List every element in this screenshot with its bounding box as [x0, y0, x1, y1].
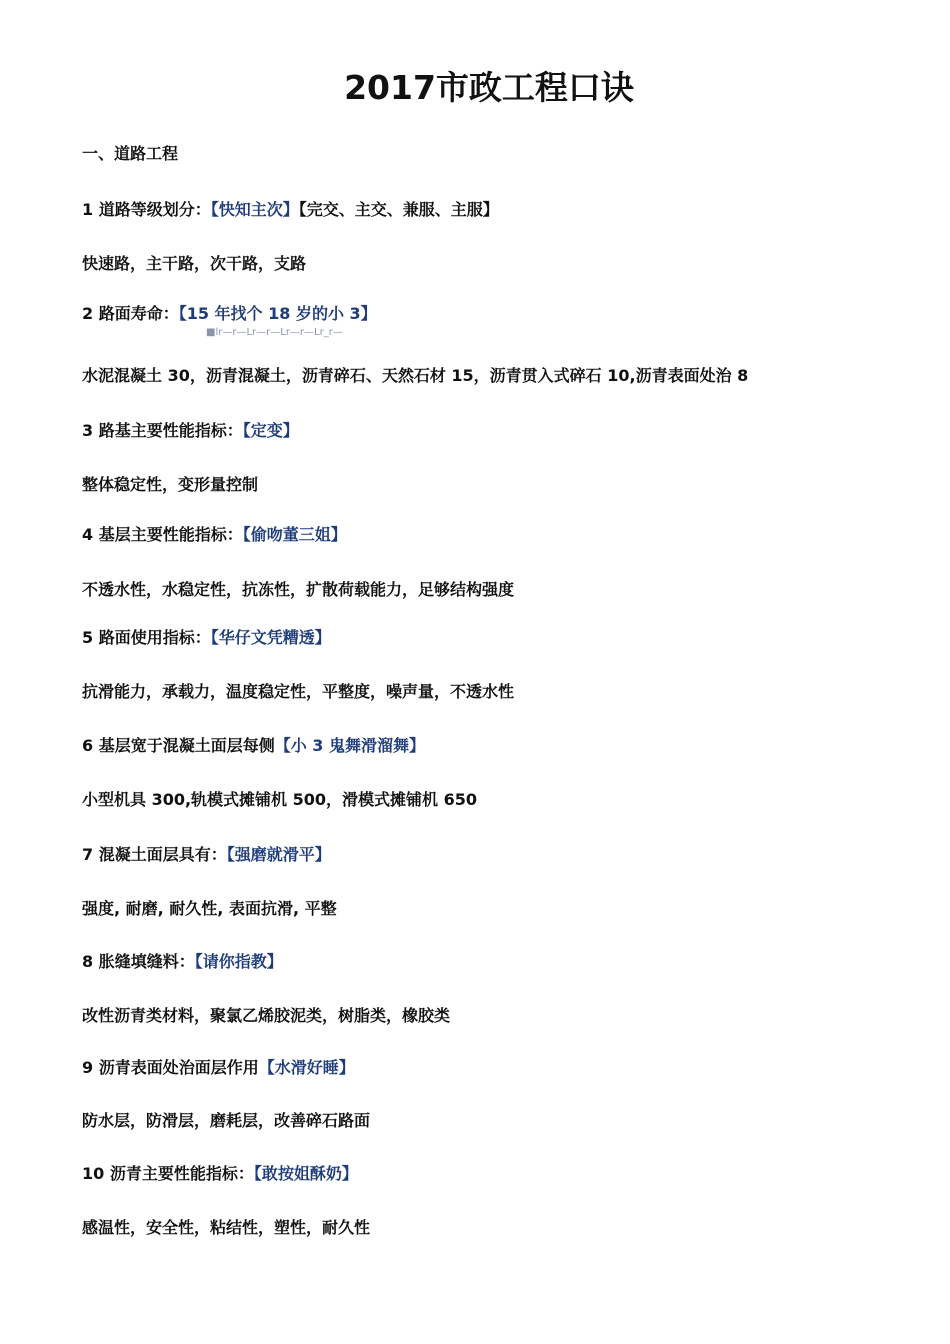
- answer-line: 强度, 耐磨, 耐久性, 表面抗滑, 平整: [82, 899, 337, 918]
- answer-line: 抗滑能力，承载力，温度稳定性，平整度，噪声量，不透水性: [82, 682, 515, 701]
- question-line: [82, 735, 425, 757]
- question-line: [82, 1057, 355, 1079]
- question-label: 1 道路等级划分：: [82, 200, 211, 219]
- question-label: 6 基层宽于混凝土面层每侧: [82, 736, 275, 755]
- question-line: [82, 1163, 358, 1185]
- question-label: 10 沥青主要性能指标：: [82, 1164, 254, 1183]
- mnemonic: 【定变】: [242, 421, 299, 440]
- answer-line: 不透水性，水稳定性，抗冻性，扩散荷载能力，足够结构强度: [82, 580, 515, 599]
- answer-line: 小型机具 300,轨模式摊铺机 500，滑模式摊铺机 650: [82, 790, 477, 809]
- scan-artifact: ■lr—r—Lr—r—Lr—r—Lr_r—: [206, 327, 343, 338]
- mnemonic: 【15 年找个 18 岁的小 3】: [178, 304, 377, 323]
- question-line: [82, 627, 331, 649]
- question-note: 【完交、主交、兼服、主服】: [298, 200, 499, 219]
- answer-line: 水泥混凝土 30，沥青混凝土，沥青碎石、天然石材 15，沥青贯入式碎石 10,沥青表面处治 8: [82, 366, 749, 385]
- answer-line: 改性沥青类材料，聚氯乙烯胶泥类，树脂类，橡胶类: [82, 1006, 451, 1025]
- question-line: [82, 420, 299, 442]
- mnemonic: 【快知主次】: [210, 200, 299, 219]
- section-heading: 一、道路工程: [82, 144, 179, 163]
- answer-line: 快速路，主干路，次干路，支路: [82, 254, 307, 273]
- mnemonic: 【华仔文凭糟透】: [210, 628, 331, 647]
- mnemonic: 【水滑好睡】: [258, 1058, 355, 1077]
- question-line: [82, 199, 499, 221]
- question-line: [82, 303, 377, 325]
- mnemonic: 【强磨就滑平】: [226, 845, 331, 864]
- question-label: 9 沥青表面处治面层作用: [82, 1058, 259, 1077]
- question-label: 8 胀缝填缝料：: [82, 952, 195, 971]
- question-label: 5 路面使用指标：: [82, 628, 211, 647]
- question-label: 4 基层主要性能指标：: [82, 525, 243, 544]
- question-line: [82, 524, 347, 546]
- question-line: [82, 844, 331, 866]
- answer-line: 整体稳定性，变形量控制: [82, 475, 259, 494]
- page-title: 2017市政工程口诀: [344, 68, 634, 107]
- question-label: 2 路面寿命：: [82, 304, 179, 323]
- question-label: 3 路基主要性能指标：: [82, 421, 243, 440]
- question-line: [82, 951, 283, 973]
- answer-line: 防水层，防滑层，磨耗层，改善碎石路面: [82, 1111, 371, 1130]
- answer-line: 感温性，安全性，粘结性，塑性，耐久性: [82, 1218, 371, 1237]
- mnemonic: 【请你指教】: [194, 952, 283, 971]
- question-label: 7 混凝土面层具有：: [82, 845, 227, 864]
- mnemonic: 【偷吻董三姐】: [242, 525, 347, 544]
- mnemonic: 【小 3 鬼舞滑溜舞】: [274, 736, 425, 755]
- mnemonic: 【敢按姐酥奶】: [253, 1164, 358, 1183]
